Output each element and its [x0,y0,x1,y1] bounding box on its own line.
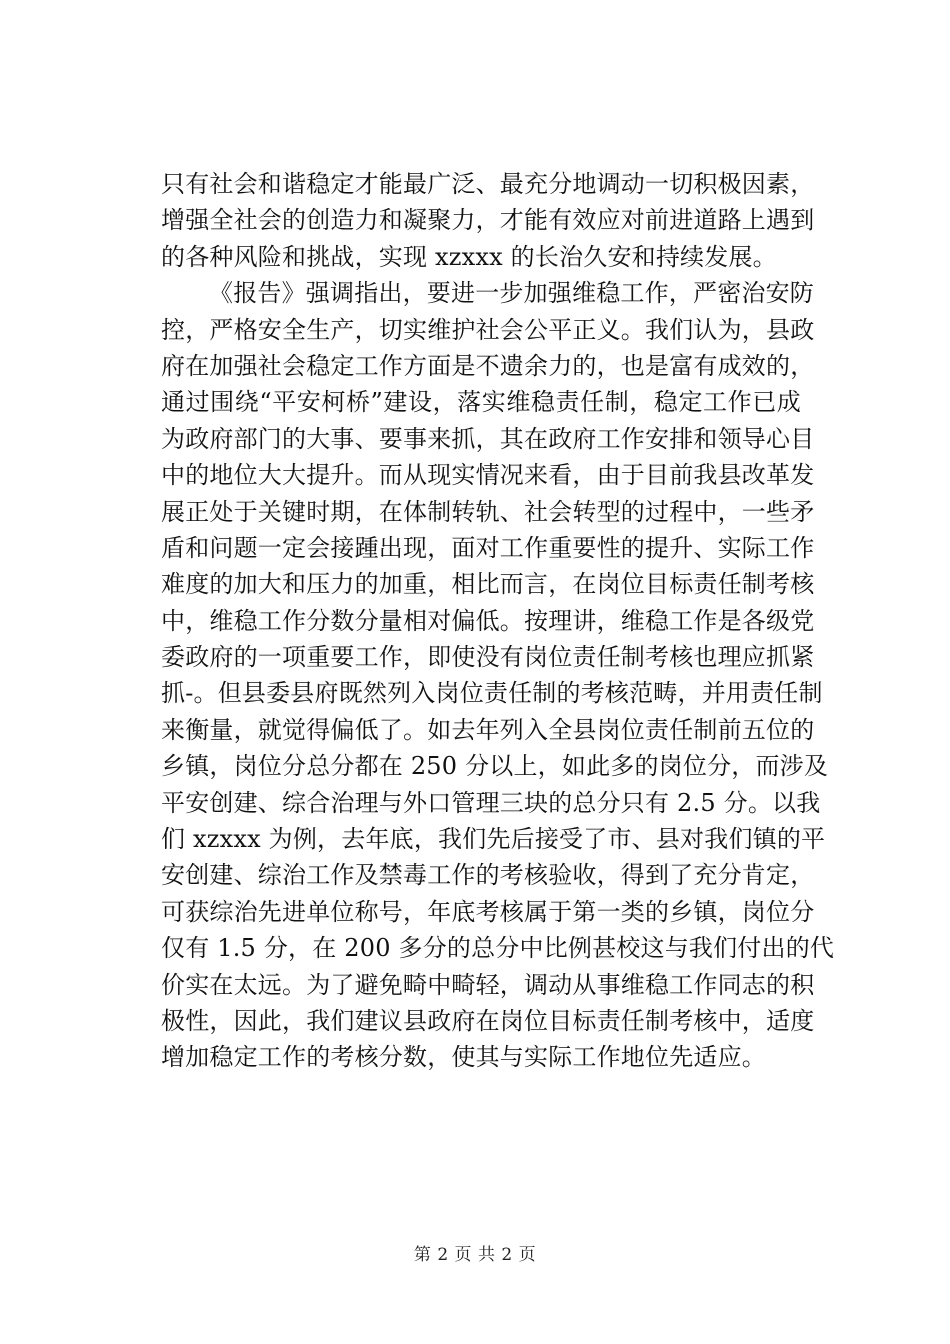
text-line: 展正处于关键时期，在体制转轨、社会转型的过程中，一些矛 [161,497,815,526]
text-line: 《报告》强调指出，要进一步加强维稳工作，严密治安防 [209,279,814,308]
text-line: 控，严格安全生产，切实维护社会公平正义。我们认为，县政 [161,315,815,344]
text-line: 增强全社会的创造力和凝聚力，才能有效应对前进道路上遇到 [161,206,815,235]
text-line: 乡镇，岗位分总分都在 250 分以上，如此多的岗位分，而涉及 [161,752,829,781]
text-line: 只有社会和谐稳定才能最广泛、最充分地调动一切积极因素， [161,170,815,198]
document-body [161,166,835,1076]
text-line: 平安创建、综合治理与外口管理三块的总分只有 2.5 分。以我 [161,788,821,817]
text-line: 抓-。但县委县府既然列入岗位责任制的考核范畴，并用责任制 [161,679,823,708]
text-line: 安创建、综治工作及禁毒工作的考核验收，得到了充分肯定， [161,861,815,890]
text-line: 的各种风险和挑战，实现 xzxxx 的长治久安和持续发展。 [161,242,777,271]
text-line: 盾和问题一定会接踵出现，面对工作重要性的提升、实际工作 [161,533,815,562]
text-line: 通过围绕“平安柯桥”建设，落实维稳责任制，稳定工作已成 [161,388,801,417]
text-line: 中，维稳工作分数分量相对偏低。按理讲，维稳工作是各级党 [161,606,815,635]
page-number-footer: 第 2 页 共 2 页 [413,1245,537,1265]
text-line: 们 xzxxx 为例，去年底，我们先后接受了市、县对我们镇的平 [161,825,826,854]
text-line: 府在加强社会稳定工作方面是不遗余力的，也是富有成效的， [161,351,815,380]
text-line: 增加稳定工作的考核分数，使其与实际工作地位先适应。 [161,1043,766,1072]
text-line: 难度的加大和压力的加重，相比而言，在岗位目标责任制考核 [161,570,815,599]
text-line: 价实在太远。为了避免畸中畸轻，调动从事维稳工作同志的积 [161,970,815,999]
text-line: 仅有 1.5 分，在 200 多分的总分中比例甚校这与我们付出的代 [161,934,835,963]
text-line: 为政府部门的大事、要事来抓，其在政府工作安排和领导心目 [161,424,815,453]
text-line: 可获综治先进单位称号，年底考核属于第一类的乡镇，岗位分 [161,897,815,926]
text-line: 来衡量，就觉得偏低了。如去年列入全县岗位责任制前五位的 [161,715,815,744]
text-line: 中的地位大大提升。而从现实情况来看，由于目前我县改革发 [161,461,815,490]
text-line: 极性，因此，我们建议县政府在岗位目标责任制考核中，适度 [161,1006,815,1035]
text-line: 委政府的一项重要工作，即使没有岗位责任制考核也理应抓紧 [161,643,815,672]
